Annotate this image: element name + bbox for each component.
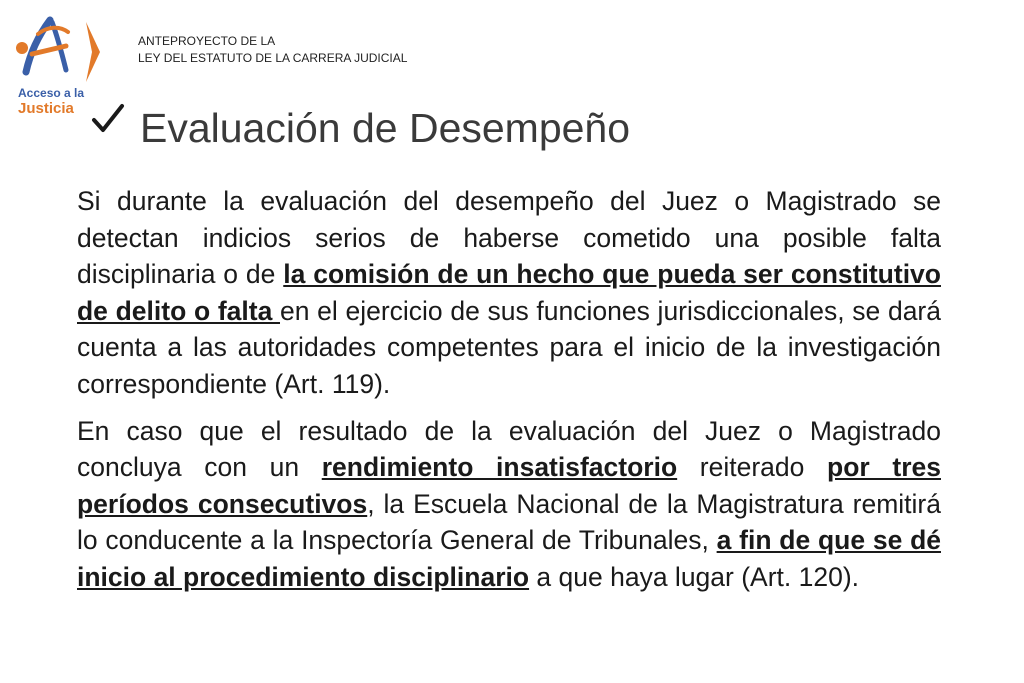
checkmark-icon: [88, 100, 128, 140]
p2-text-2: reiterado: [677, 452, 828, 483]
p1-underlined-1: la comisión de un hecho que pueda ser constitutivo de delito o falta: [77, 259, 941, 326]
slide-header: [138, 33, 407, 67]
paragraph-2: [77, 413, 941, 596]
logo-line1: Acceso a la: [18, 86, 85, 100]
logo-mark-icon: [8, 16, 108, 86]
p2-underlined-3: a fin de que se dé inicio al procedimiento disciplinario: [77, 525, 941, 592]
p2-text-3: , la Escuela Nacional de la Magistratura remitirá lo conducente a la Inspectoría General de Tribunales,: [77, 488, 941, 556]
p2-underlined-1: rendimiento insatisfactorio: [321, 452, 678, 483]
p2-text-1: En caso que el resultado de la evaluación del Juez o Magistrado concluya con un: [77, 415, 941, 483]
p2-underlined-2: por tres períodos consecutivos: [77, 452, 941, 519]
logo-line2: Justicia: [18, 100, 74, 117]
header-line2: LEY DEL ESTATUTO DE LA CARRERA JUDICIAL: [138, 51, 408, 65]
slide-body: [77, 183, 941, 606]
p1-text-2: en el ejercicio de sus funciones jurisdiccionales, se dará cuenta a las autoridades competentes para el inicio de la investigación correspondiente (Art. 119).: [77, 295, 941, 399]
acceso-justicia-logo: [8, 16, 108, 117]
p1-text-1: Si durante la evaluación del desempeño del Juez o Magistrado se detectan indicios serios de haberse cometido una posible falta disciplinaria o de: [77, 186, 941, 290]
p2-text-4: a que haya lugar (Art. 120).: [529, 561, 860, 592]
slide-title: Evaluación de Desempeño: [140, 105, 631, 151]
paragraph-1: [77, 183, 941, 403]
header-line1: ANTEPROYECTO DE LA: [138, 34, 276, 48]
